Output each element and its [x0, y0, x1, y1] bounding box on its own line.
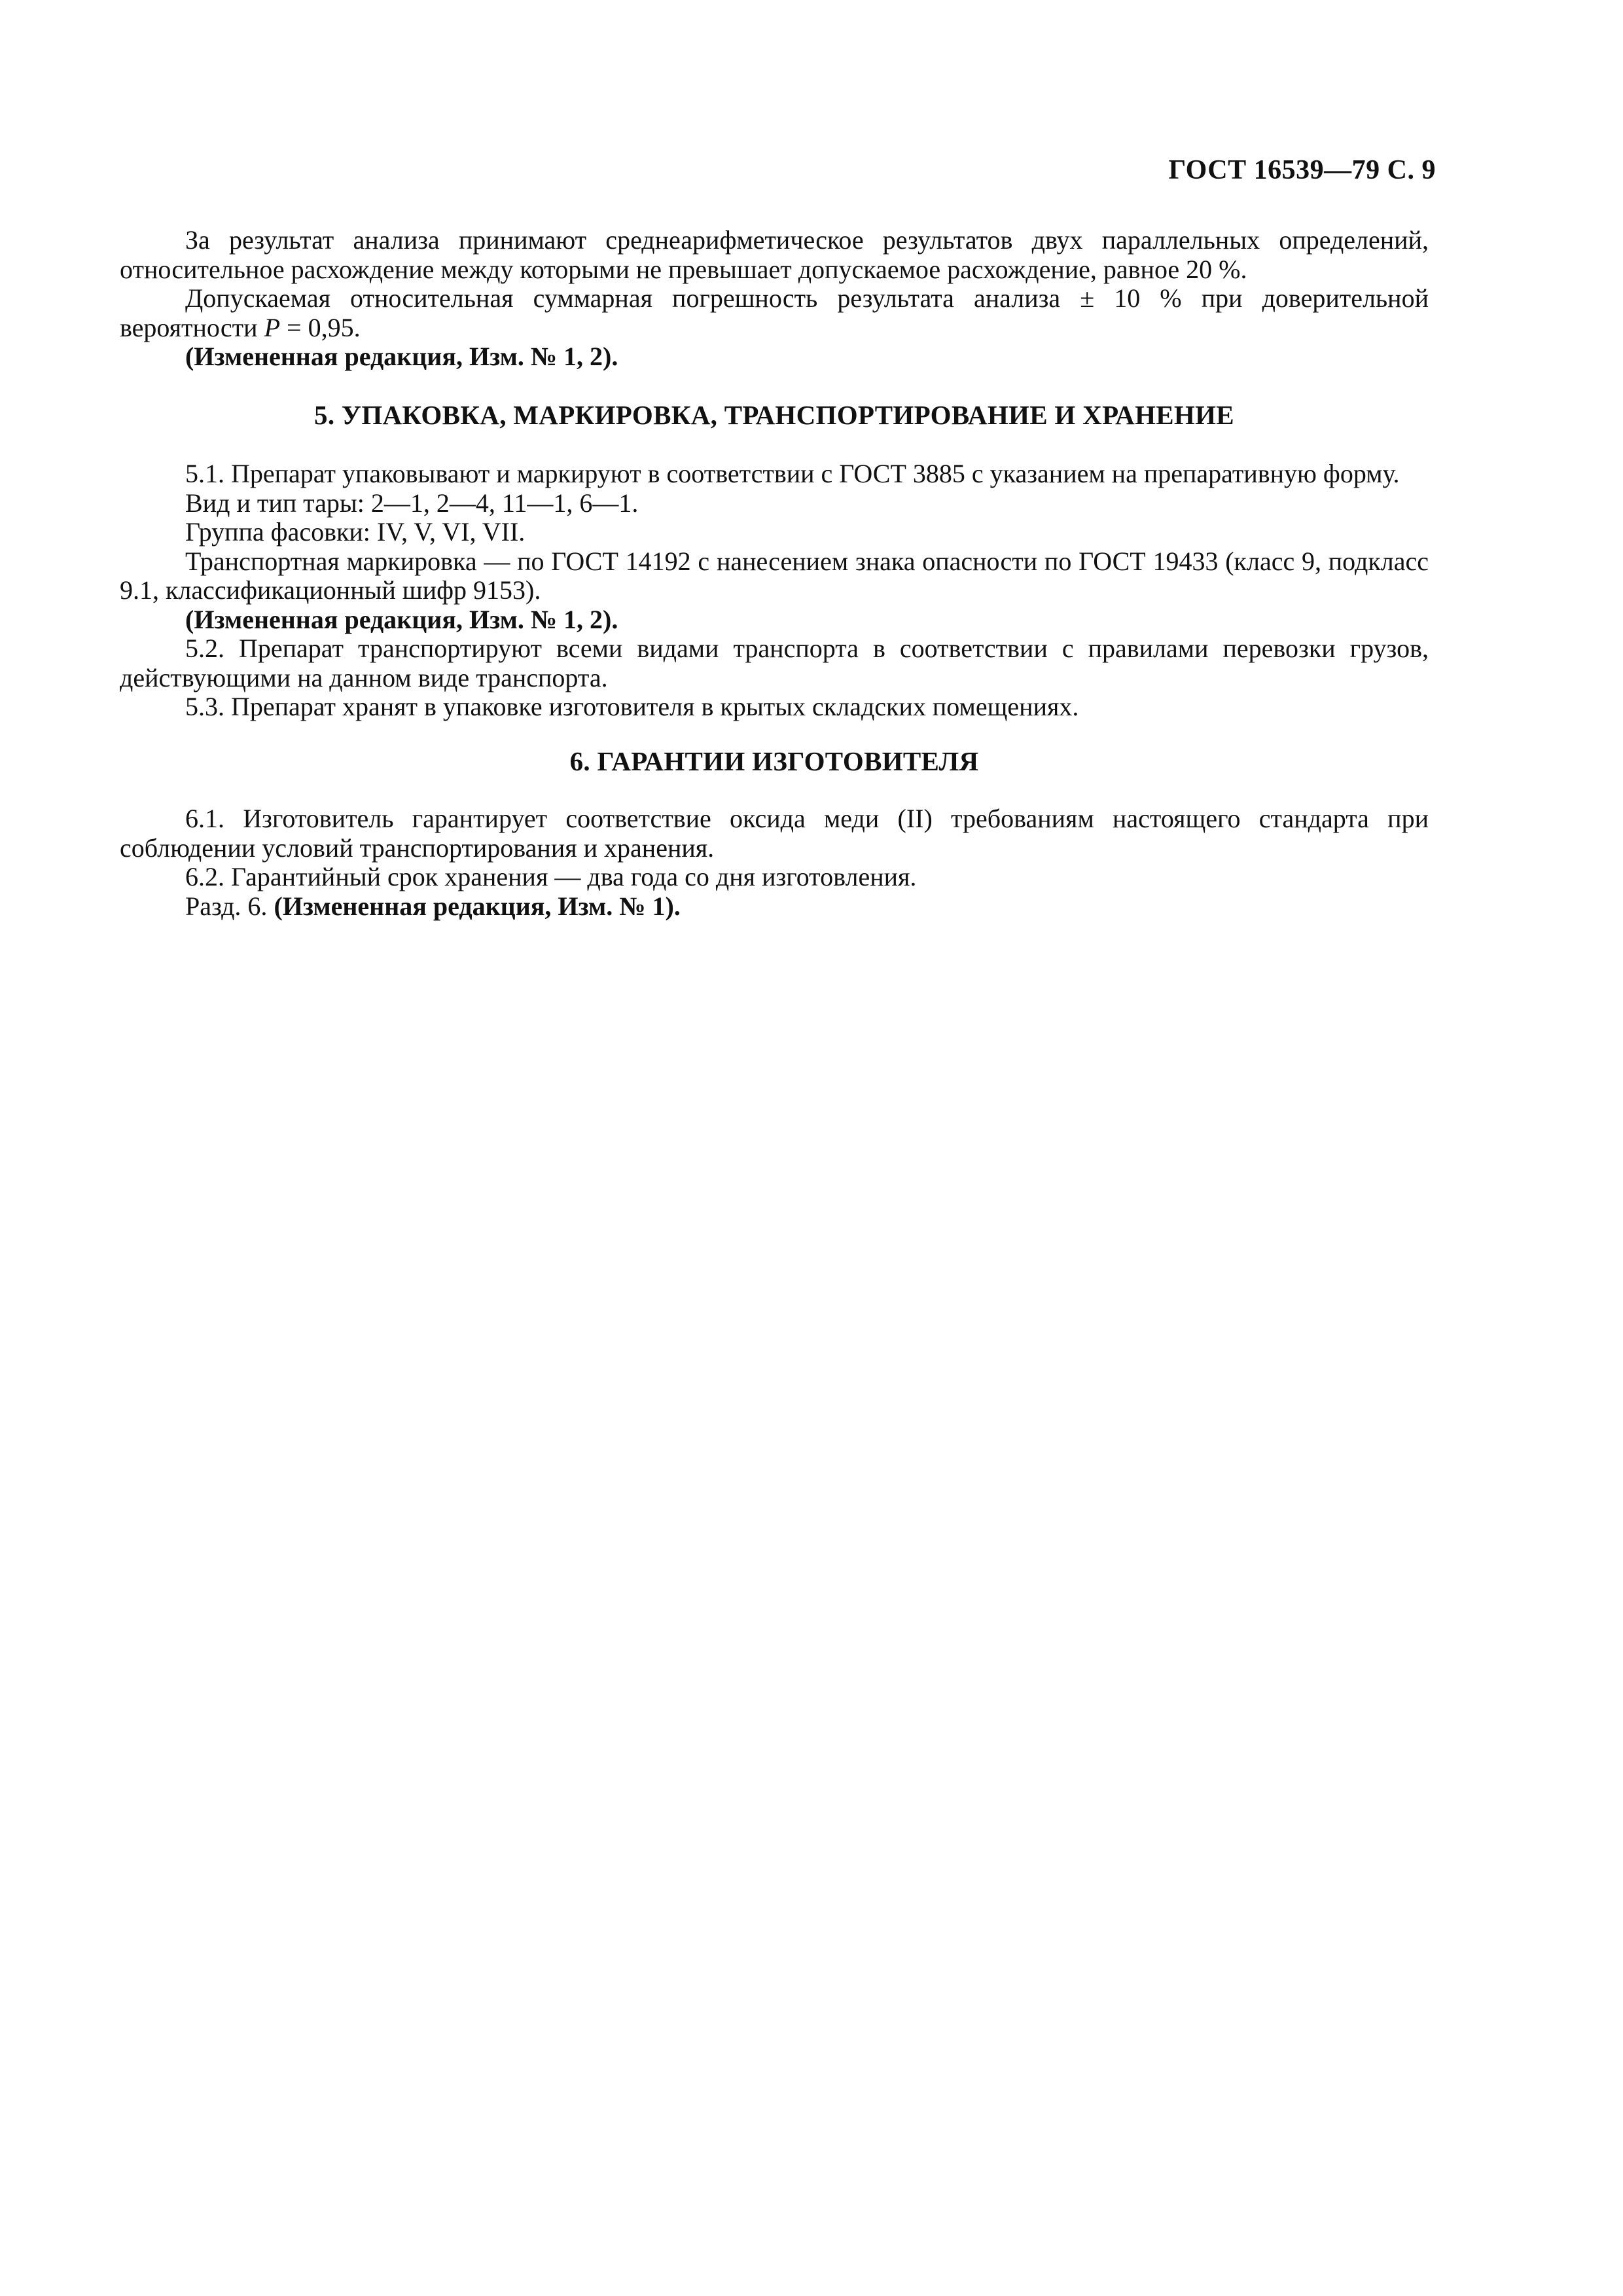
section-5-title: 5. УПАКОВКА, МАРКИРОВКА, ТРАНСПОРТИРОВАНИЕ И ХРАНЕНИЕ [314, 399, 1234, 430]
probability-variable: P [264, 312, 281, 342]
section-6-amendment [120, 892, 1429, 922]
result-paragraph: За результат анализа принимают среднеарифметическое результатов двух параллельных определений, относительное расхождение между которыми не превышает допускаемое расхождение, равное 20 %. [120, 225, 1429, 284]
amendment-note: (Измененная редакция, Изм. № 1). [274, 891, 681, 921]
page-body [120, 226, 1429, 921]
transport-marking: Транспортная маркировка — по ГОСТ 14192 с нанесением знака опасности по ГОСТ 19433 (класс 9, подкласс 9.1, классификационный шифр 9153). [120, 546, 1429, 605]
clause-5-3: 5.3. Препарат хранят в упаковке изготовителя в крытых складских помещениях. [185, 692, 1079, 721]
probability-value: = 0,95. [280, 312, 361, 342]
amendment-note: (Измененная редакция, Изм. № 1, 2). [185, 604, 618, 634]
error-paragraph [120, 284, 1429, 342]
clause-6-2: 6.2. Гарантийный срок хранения — два года со дня изготовления. [185, 862, 917, 891]
section-6-title: 6. ГАРАНТИИ ИЗГОТОВИТЕЛЯ [569, 745, 979, 776]
error-paragraph-text: Допускаемая относительная суммарная погрешность результата анализа ± 10 % при доверительной вероятности [120, 283, 1429, 342]
clause-5-1: 5.1. Препарат упаковывают и маркируют в соответствии с ГОСТ 3885 с указанием на препаративную форму. [185, 459, 1400, 488]
clause-5-2: 5.2. Препарат транспортируют всеми видами транспорта в соответствии с правилами перевозки грузов, действующими на данном виде транспорта. [120, 634, 1429, 692]
container-type: Вид и тип тары: 2—1, 2—4, 11—1, 6—1. [185, 488, 639, 518]
clause-6-1: 6.1. Изготовитель гарантирует соответствие оксида меди (II) требованиям настоящего стандарта при соблюдении условий транспортирования и хранения. [120, 804, 1429, 863]
packing-group: Группа фасовки: IV, V, VI, VII. [185, 517, 526, 547]
running-header: ГОСТ 16539—79 С. 9 [1168, 155, 1436, 185]
amendment-note: (Измененная редакция, Изм. № 1, 2). [185, 342, 618, 371]
section-reference: Разд. 6. [185, 891, 268, 921]
